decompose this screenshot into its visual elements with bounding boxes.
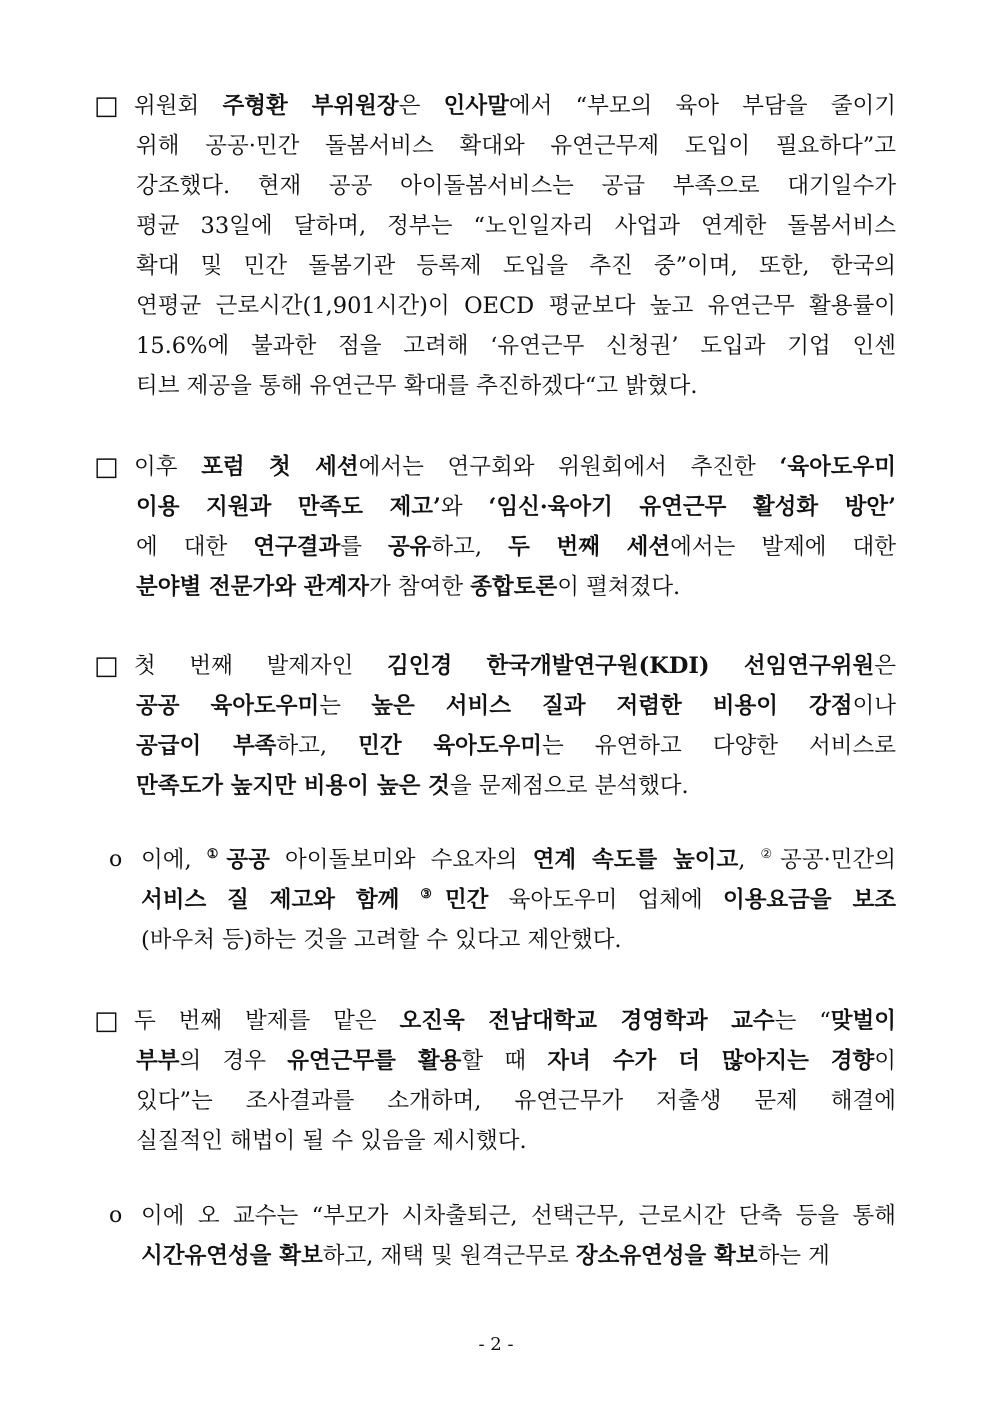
- circled-number: ③: [420, 887, 445, 902]
- text-run: 강조했다. 현재 공공 아이돌봄서비스는 공급 부족으로 대기일수가: [136, 173, 896, 199]
- text-line: [136, 1121, 896, 1161]
- text-line: [134, 1001, 896, 1041]
- text-run: 높은 서비스 질과 저렴한 비용이 강점: [371, 693, 853, 719]
- text-run: 할 때: [461, 1048, 548, 1074]
- text-run: 에서는 발제에 대한: [670, 534, 897, 560]
- text-run: 이용요금을 보조: [722, 887, 896, 913]
- text-run: 하고,: [276, 733, 359, 759]
- text-line: [136, 1041, 896, 1081]
- text-line: [134, 86, 896, 126]
- text-line: [136, 686, 896, 726]
- text-run: 위원회: [134, 93, 223, 119]
- text-run: 연구결과: [253, 534, 341, 560]
- text-run: 하고, 재택 및 원격근무로: [322, 1243, 576, 1269]
- text-line: [141, 1236, 896, 1276]
- text-run: 이에,: [141, 847, 207, 873]
- text-run: 장소유연성을 확보: [575, 1243, 758, 1269]
- circled-number: ①: [206, 847, 227, 862]
- text-run: 자녀 수가 더 많아지는 경향: [547, 1048, 875, 1074]
- text-run: 가 참여한: [369, 574, 471, 600]
- text-run: 종합토론: [470, 574, 558, 600]
- text-run: 은: [874, 653, 896, 679]
- text-run: 오진욱 전남대학교 경영학과 교수: [399, 1008, 775, 1034]
- text-run: 공급이 부족: [136, 733, 277, 759]
- square-bullet-icon: □: [94, 91, 119, 121]
- text-run: 공유: [387, 534, 432, 560]
- text-run: 이용 지원과 만족도 제고’: [136, 494, 441, 520]
- text-run: 을 문제점으로 분석했다.: [449, 773, 689, 799]
- text-run: 서비스 질 제고와 함께: [141, 887, 421, 913]
- text-run: 두 번째 발제를 맡은: [134, 1008, 400, 1034]
- text-line: [136, 487, 896, 527]
- square-bullet-icon: □: [94, 452, 119, 482]
- text-run: 주형환 부위원장: [222, 93, 399, 119]
- text-run: 김인경 한국개발연구원(KDI) 선임연구위원: [387, 653, 875, 679]
- text-run: 시간유연성을 확보: [141, 1243, 323, 1269]
- text-run: 이에 오 교수는 “부모가 시차출퇴근, 선택근무, 근로시간 단축 등을 통해: [141, 1203, 896, 1229]
- text-run: 공공 육아도우미: [136, 693, 320, 719]
- text-line: [136, 527, 896, 567]
- text-run: 맞벌이: [830, 1008, 896, 1034]
- text-run: 포럼 첫 세션: [201, 454, 359, 480]
- text-line: [141, 880, 896, 920]
- text-run: 있다”는 조사결과를 소개하며, 유연근무가 저출생 문제 해결에: [136, 1088, 896, 1114]
- text-run: 은: [398, 93, 444, 119]
- text-line: [136, 567, 896, 607]
- text-line: [134, 646, 896, 686]
- circle-bullet-icon: o: [109, 1203, 123, 1228]
- text-run: 15.6%에 불과한 점을 고려해 ‘유연근무 신청권’ 도입과 기업 인센: [136, 333, 896, 359]
- text-run: ‘임신·육아기 유연근무 활성화 방안’: [488, 494, 897, 520]
- text-run: 이후: [134, 454, 202, 480]
- text-run: 하는 게: [757, 1243, 830, 1269]
- text-line: [136, 286, 896, 326]
- text-run: (바우처 등)하는 것을 고려할 수 있다고 제안했다.: [141, 927, 622, 953]
- text-run: 인사말: [443, 93, 509, 119]
- text-run: 첫 번째 발제자인: [134, 653, 387, 679]
- text-line: [136, 726, 896, 766]
- text-run: 공공: [226, 847, 270, 873]
- text-run: 아이돌보미와 수요자의: [269, 847, 533, 873]
- text-run: 민간: [444, 887, 489, 913]
- text-run: 확대 및 민간 돌봄기관 등록제 도입을 추진 중”이며, 또한, 한국의: [136, 253, 896, 279]
- text-run: 실질적인 해법이 될 수 있음을 제시했다.: [136, 1128, 527, 1154]
- text-run: 이나: [852, 693, 896, 719]
- text-run: 만족도가 높지만 비용이 높은 것: [136, 773, 450, 799]
- text-run: 연계 속도를 높이고: [532, 847, 739, 873]
- square-bullet-icon: □: [94, 1006, 119, 1036]
- text-run: 민간 육아도우미: [358, 733, 542, 759]
- text-run: 평균 33일에 달하며, 정부는 “노인일자리 사업과 연계한 돌봄서비스: [136, 213, 896, 239]
- text-run: 티브 제공을 통해 유연근무 확대를 추진하겠다“고 밝혔다.: [136, 373, 698, 399]
- text-run: 는 유연하고 다양한 서비스로: [542, 733, 896, 759]
- text-run: 는 “: [774, 1008, 831, 1034]
- text-run: 유연근무를 활용: [287, 1048, 462, 1074]
- text-run: 위해 공공·민간 돌봄서비스 확대와 유연근무제 도입이 필요하다”고: [136, 133, 896, 159]
- text-run: 에 대한: [136, 534, 254, 560]
- text-line: [136, 166, 896, 206]
- text-line: [136, 126, 896, 166]
- text-run: 를: [340, 534, 388, 560]
- text-line: [141, 920, 896, 960]
- text-run: 이 펼쳐졌다.: [557, 574, 681, 600]
- text-run: 는: [319, 693, 372, 719]
- text-run: 부부: [136, 1048, 180, 1074]
- circle-bullet-icon: o: [109, 847, 123, 872]
- text-line: [141, 840, 896, 880]
- text-run: ‘육아도우미: [779, 454, 897, 480]
- text-run: 의 경우: [179, 1048, 288, 1074]
- text-line: [136, 1081, 896, 1121]
- text-run: 하고,: [431, 534, 509, 560]
- text-line: [136, 206, 896, 246]
- text-line: [141, 1196, 896, 1236]
- text-run: 분야별 전문가와 관계자: [136, 574, 370, 600]
- text-line: [136, 766, 896, 806]
- square-bullet-icon: □: [94, 651, 119, 681]
- text-run: 육아도우미 업체에: [488, 887, 723, 913]
- text-line: [136, 366, 896, 406]
- text-line: [136, 326, 896, 366]
- circled-number: ②: [760, 847, 781, 862]
- text-run: 연평균 근로시간(1,901시간)이 OECD 평균보다 높고 유연근무 활용률이: [136, 293, 896, 319]
- text-run: 이: [874, 1048, 897, 1074]
- page-number: - 2 -: [478, 1334, 514, 1355]
- text-run: 에서는 연구회와 위원회에서 추진한: [358, 454, 780, 480]
- text-line: [136, 246, 896, 286]
- text-line: [134, 447, 896, 487]
- text-run: 공공·민간의: [780, 847, 896, 873]
- text-run: 와: [440, 494, 489, 520]
- text-run: ,: [738, 847, 761, 873]
- text-run: 두 번째 세션: [508, 534, 671, 560]
- text-run: 에서 “부모의 육아 부담을 줄이기: [508, 93, 896, 119]
